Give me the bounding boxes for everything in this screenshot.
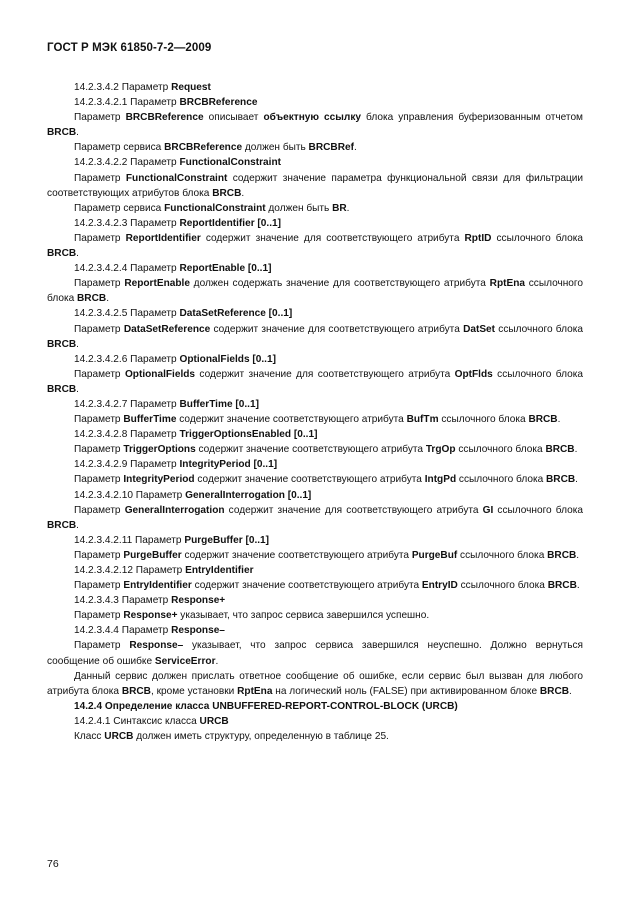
text-run: Параметр [74,368,125,380]
bold-text: PurgeBuf [411,549,458,561]
bold-text: BufferTime [0..1] [179,398,259,410]
text-run: 14.2.3.4.2.11 Параметр [74,534,185,546]
bold-text: BRCB [47,383,77,395]
bold-text: GI [482,504,494,516]
bold-text: ReportIdentifier [125,232,201,244]
paragraph [47,578,583,593]
text-run: должен быть [265,202,333,214]
text-run: содержит значение для соответствующего атрибута [224,504,483,516]
text-run: . [215,655,219,667]
text-run: ссылочного блока [455,444,546,456]
text-run: содержит значение для соответствующего атрибута [195,368,455,380]
bold-text: BRCB [212,187,242,199]
paragraph [47,533,583,548]
text-run: . [576,549,580,561]
bold-text: Response+ [171,595,226,607]
paragraph [47,367,583,397]
bold-text: EntryID [421,580,458,592]
bold-text: BRCBReference [125,112,204,124]
paragraph [47,488,583,503]
bold-text: BRCB [528,414,558,426]
text-run: Параметр сервиса [74,202,165,214]
text-run: ссылочного блока [47,278,583,305]
bold-text: OptFlds [454,368,493,380]
text-run: . [557,414,561,426]
bold-text: RptEna [489,278,525,290]
paragraph [47,95,583,110]
text-run: указывает, что запрос сервиса завершился успешно. [177,610,430,622]
text-run: описывает [203,112,264,124]
text-run: ссылочного блока [492,368,583,380]
bold-text: EntryIdentifier [185,565,254,576]
text-run: 14.2.3.4.2.4 Параметр [74,263,180,275]
bold-text: URCB [199,715,229,727]
text-run: . [575,474,578,486]
bold-text: BRCB [47,519,77,531]
paragraph [47,593,583,608]
text-run: содержит значение для соответствующего атрибута [210,323,464,335]
paragraph [47,638,583,668]
paragraph [47,322,583,352]
text-run: Параметр сервиса [74,142,165,154]
bold-text: объектную ссылку [263,112,361,124]
text-run: ссылочного блока [495,323,584,335]
bold-text: BRCBRef [308,142,354,154]
text-run: 14.2.4.1 Синтаксис класса [74,715,200,727]
paragraph [47,306,583,321]
paragraph [47,669,583,699]
paragraph [47,699,583,714]
bold-text: TriggerOptions [123,444,196,456]
bold-text: EntryIdentifier [123,580,192,592]
text-run: содержит значение соответствующего атрибута [176,414,407,426]
text-run: содержит значение параметра функциональной связи для фильтрации соответствующих атрибутов блока [47,172,583,199]
bold-text: BufferTime [123,414,177,426]
bold-text: BRCB [47,127,77,139]
bold-text: GeneralInterrogation [124,504,225,516]
text-run: , кроме установки [150,685,238,697]
paragraph [47,276,583,306]
paragraph [47,442,583,457]
bold-text: FunctionalConstraint [125,172,228,184]
text-run: . [241,187,245,199]
text-run: . [76,338,79,350]
text-run: 14.2.3.4.2.3 Параметр [74,217,180,229]
paragraph [47,171,583,201]
text-run: 14.2.3.4.4 Параметр [74,625,172,637]
bold-text: BRCB [547,549,577,561]
text-run: . [574,444,578,456]
bold-text: Response– [129,640,184,652]
bold-text: DataSetReference [0..1] [179,308,293,320]
bold-text: IntgPd [424,474,457,486]
bold-text: BRCB [47,248,77,260]
text-run: Параметр [74,640,130,652]
text-run: Параметр [74,414,124,426]
bold-text: OptionalFields [124,368,196,380]
text-run: 14.2.3.4.2.9 Параметр [74,459,180,471]
paragraph [47,427,583,442]
bold-text: ServiceError [154,655,216,667]
bold-text: Request [171,82,211,93]
text-run: Параметр [74,278,125,290]
bold-text: TriggerOptionsEnabled [0..1] [179,429,318,441]
paragraph [47,563,583,578]
page-number: 76 [47,858,59,870]
text-run: 14.2.3.4.2.5 Параметр [74,308,180,320]
text-run: 14.2.3.4.2.8 Параметр [74,429,180,441]
bold-text: RptID [464,232,492,244]
text-run: 14.2.3.4.2.1 Параметр [74,97,180,109]
bold-text: BufTm [406,414,439,426]
bold-text: PurgeBuffer [123,549,182,561]
bold-text: BRCBReference [164,142,243,154]
text-run: Параметр [74,172,126,184]
bold-text: URCB [104,731,134,743]
text-run: Параметр [74,444,124,456]
paragraph [47,216,583,231]
text-run: содержит значение соответствующего атрибута [181,549,412,561]
text-run: 14.2.3.4.2.10 Параметр [74,489,186,501]
paragraph [47,714,583,729]
text-run: ссылочного блока [457,580,548,592]
text-run: Параметр [74,549,124,561]
bold-text: BRCB [47,338,77,350]
paragraph [47,457,583,472]
text-run: Параметр [74,504,125,516]
bold-text: IntegrityPeriod [0..1] [179,459,278,471]
bold-text: DatSet [463,323,496,335]
document-body [47,80,583,744]
text-run: должен содержать значение для соответствующего атрибута [189,278,490,290]
paragraph [47,80,583,95]
text-run: 14.2.3.4.3 Параметр [74,595,172,607]
bold-text: BRCB [77,293,107,305]
bold-text: FunctionalConstraint [179,157,281,169]
paragraph [47,608,583,623]
text-run: ссылочного блока [456,474,546,486]
text-run: 14.2.3.4.2.2 Параметр [74,157,180,169]
paragraph [47,503,583,533]
text-run: Параметр [74,610,124,622]
text-run: содержит значение соответствующего атрибута [195,444,426,456]
text-run: . [76,519,79,531]
paragraph [47,261,583,276]
bold-text: DataSetReference [123,323,211,335]
text-run: . [106,293,109,305]
text-run: . [576,580,580,592]
bold-text: BRCB [547,580,577,592]
paragraph [47,472,583,487]
bold-text: FunctionalConstraint [164,202,266,214]
text-run: на логический ноль (FALSE) при активированном блоке [272,685,540,697]
text-run: блока управления буферизованным отчетом [360,112,583,124]
paragraph [47,231,583,261]
paragraph [47,352,583,367]
paragraph [47,412,583,427]
bold-text: BRCB [546,474,576,486]
text-run: Параметр [74,474,124,486]
text-run: . [346,202,350,214]
bold-text: BRCB [539,685,570,697]
bold-text: Response+ [123,610,178,622]
text-run: ссылочного блока [493,504,583,516]
text-run: Параметр [74,323,124,335]
text-run: 14.2.3.4.2.12 Параметр [74,565,186,576]
text-run: ссылочного блока [491,232,584,244]
text-run: . [76,383,79,395]
text-run: должен быть [242,142,309,154]
bold-text: OptionalFields [0..1] [179,353,276,365]
bold-text: ReportEnable [0..1] [179,263,272,275]
text-run: . [353,142,357,154]
paragraph [47,155,583,170]
paragraph [47,729,583,744]
paragraph [47,201,583,216]
text-run: 14.2.3.4.2 Параметр [74,82,172,93]
page-header: ГОСТ Р МЭК 61850-7-2—2009 [47,42,212,54]
text-run: содержит значение соответствующего атрибута [191,580,422,592]
text-run: . [569,685,572,697]
text-run: 14.2.3.4.2.6 Параметр [74,353,180,365]
text-run: Параметр [74,580,124,592]
paragraph [47,140,583,155]
paragraph [47,548,583,563]
bold-text: 14.2.4 Определение класса UNBUFFERED-REPORT-CONTROL-BLOCK (URCB) [74,700,458,712]
text-run: . [76,248,79,260]
bold-text: RptEna [237,685,273,697]
bold-text: Response– [171,625,225,637]
text-run: 14.2.3.4.2.7 Параметр [74,398,180,410]
bold-text: PurgeBuffer [0..1] [184,534,270,546]
text-run: содержит значение для соответствующего атрибута [200,232,465,244]
text-run: указывает, что запрос сервиса завершился неуспешно. Должно вернуться сообщение об ошибке [47,640,584,667]
bold-text: GeneralInterrogation [0..1] [185,489,312,501]
paragraph [47,397,583,412]
text-run: должен иметь структуру, определенную в таблице 25. [133,731,389,743]
bold-text: BR [332,202,347,214]
bold-text: BRCB [545,444,575,456]
bold-text: ReportIdentifier [0..1] [179,217,281,229]
bold-text: BRCBReference [179,97,258,109]
paragraph [47,623,583,638]
bold-text: TrgOp [425,444,456,456]
bold-text: BRCB [121,685,151,697]
bold-text: IntegrityPeriod [123,474,195,486]
text-run: Параметр [74,112,126,124]
text-run: ссылочного блока [457,549,548,561]
text-run: Параметр [74,232,126,244]
text-run: Класс [74,731,105,743]
text-run: содержит значение соответствующего атрибута [194,474,425,486]
bold-text: ReportEnable [124,278,190,290]
paragraph [47,110,583,140]
text-run: . [76,127,79,139]
text-run: Данный сервис должен прислать ответное сообщение об ошибке, если сервис был вызван для любого атрибута блока [47,670,583,697]
text-run: ссылочного блока [438,414,529,426]
